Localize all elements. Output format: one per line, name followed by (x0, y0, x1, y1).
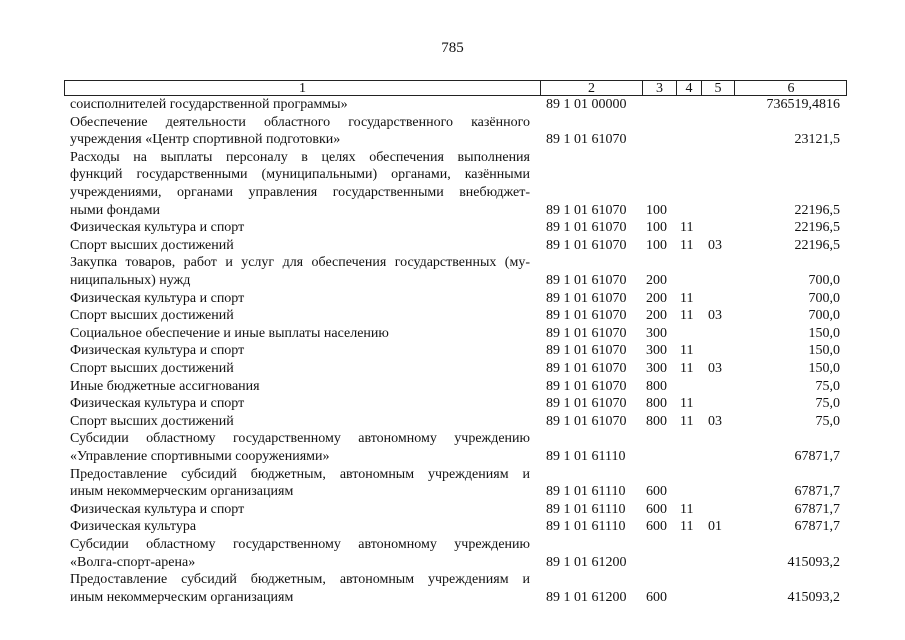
table-row (0, 430, 905, 447)
amount-cell: 150,0 (808, 343, 840, 359)
section-code: 11 (680, 343, 694, 359)
expense-type-code: 200 (646, 273, 667, 288)
table-row (0, 589, 905, 606)
expense-type-code: 300 (646, 325, 667, 341)
expense-type-code: 600 (646, 501, 667, 517)
table-row (0, 378, 905, 395)
target-article-code: 89 1 01 61070 (546, 290, 627, 306)
section-code: 11 (680, 396, 694, 412)
column-header-2: 2 (588, 81, 595, 96)
expense-type-code: 800 (646, 413, 667, 429)
amount-cell: 700,0 (808, 308, 840, 324)
table-row (0, 536, 905, 553)
table-row (0, 219, 905, 236)
row-description: Закупка товаров, работ и услуг для обеспечения государственных (му- (70, 255, 530, 271)
row-description: Физическая культура (70, 519, 197, 535)
table-row (0, 272, 905, 289)
amount-cell: 22196,5 (794, 237, 840, 253)
target-article-code: 89 1 01 61070 (546, 343, 627, 359)
amount-cell: 67871,7 (794, 449, 840, 464)
section-code: 11 (680, 220, 694, 236)
row-description: Субсидии областному государственному автономному учреждению (70, 537, 530, 552)
amount-cell: 67871,7 (794, 501, 840, 517)
table-row (0, 184, 905, 201)
column-header-5: 5 (714, 81, 722, 96)
amount-cell: 75,0 (815, 413, 840, 429)
table-row (0, 554, 905, 571)
row-description: Физическая культура и спорт (70, 290, 245, 306)
section-code: 11 (680, 361, 694, 376)
target-article-code: 89 1 01 61070 (546, 202, 627, 218)
amount-cell: 700,0 (808, 290, 840, 306)
target-article-code: 89 1 01 61110 (546, 501, 626, 517)
column-header-3: 3 (656, 81, 663, 96)
page-number: 785 (441, 40, 464, 56)
row-description: Социальное обеспечение и иные выплаты населению (70, 325, 389, 341)
table-row (0, 237, 905, 254)
row-description: учреждениями, органами управления государственными внебюджет- (70, 185, 530, 200)
table-row (0, 518, 905, 535)
amount-cell: 150,0 (808, 325, 840, 341)
row-description: Субсидии областному государственному автономному учреждению (70, 431, 530, 447)
amount-cell: 22196,5 (794, 220, 840, 236)
target-article-code: 89 1 01 61070 (546, 132, 627, 148)
row-description: «Управление спортивными сооружениями» (70, 449, 330, 464)
amount-cell: 23121,5 (794, 132, 840, 148)
target-article-code: 89 1 01 61200 (546, 554, 627, 570)
section-code: 11 (680, 308, 694, 324)
section-code: 11 (680, 290, 694, 306)
row-description: Спорт высших достижений (70, 237, 234, 253)
table-header (64, 80, 847, 96)
section-code: 11 (680, 501, 694, 517)
amount-cell: 736519,4816 (766, 97, 840, 112)
target-article-code: 89 1 01 61070 (546, 273, 627, 288)
amount-cell: 700,0 (808, 273, 840, 288)
table-row (0, 483, 905, 500)
table-row (0, 307, 905, 324)
subsection-code: 03 (708, 413, 722, 429)
target-article-code: 89 1 01 61200 (546, 589, 627, 605)
row-description: ниципальных) нужд (70, 273, 191, 288)
target-article-code: 89 1 01 00000 (546, 97, 627, 112)
amount-cell: 67871,7 (794, 519, 840, 535)
target-article-code: 89 1 01 61070 (546, 378, 627, 394)
target-article-code: 89 1 01 61110 (546, 519, 626, 535)
row-description: Иные бюджетные ассигнования (70, 378, 260, 394)
expense-type-code: 600 (646, 589, 667, 605)
expense-type-code: 100 (646, 202, 667, 218)
row-description: Предоставление субсидий бюджетным, автономным учреждениям и (70, 572, 530, 588)
row-description: учреждения «Центр спортивной подготовки» (70, 132, 341, 148)
section-code: 11 (680, 519, 694, 535)
subsection-code: 03 (708, 237, 722, 253)
expense-type-code: 100 (646, 220, 667, 236)
subsection-code: 03 (708, 308, 722, 324)
table-row (0, 114, 905, 131)
expense-type-code: 200 (646, 308, 667, 324)
expense-type-code: 800 (646, 396, 667, 412)
table-row (0, 96, 905, 113)
row-description: функций государственными (муниципальными) органами, казёнными (70, 167, 530, 183)
target-article-code: 89 1 01 61070 (546, 308, 627, 324)
subsection-code: 03 (708, 361, 722, 376)
table-row (0, 166, 905, 183)
table-row (0, 501, 905, 518)
row-description: Предоставление субсидий бюджетным, автономным учреждениям и (70, 466, 530, 482)
expense-type-code: 300 (646, 343, 667, 359)
section-code: 11 (680, 237, 694, 253)
row-description: Физическая культура и спорт (70, 343, 245, 359)
table-row (0, 131, 905, 148)
table-row (0, 254, 905, 271)
table-row (0, 149, 905, 166)
column-header-4: 4 (685, 81, 693, 96)
table-row (0, 413, 905, 430)
target-article-code: 89 1 01 61070 (546, 325, 627, 341)
row-description: соисполнителей государственной программы» (70, 97, 348, 112)
target-article-code: 89 1 01 61070 (546, 361, 627, 376)
row-description: иным некоммерческим организациям (70, 589, 294, 605)
column-header-6: 6 (787, 81, 795, 96)
expense-type-code: 300 (646, 361, 667, 376)
amount-cell: 150,0 (808, 361, 840, 376)
row-description: Физическая культура и спорт (70, 396, 245, 412)
amount-cell: 415093,2 (787, 589, 840, 605)
section-code: 11 (680, 413, 694, 429)
target-article-code: 89 1 01 61110 (546, 449, 626, 464)
expense-type-code: 800 (646, 378, 667, 394)
row-description: «Волга-спорт-арена» (70, 554, 196, 570)
table-row (0, 360, 905, 377)
row-description: иным некоммерческим организациям (70, 484, 294, 500)
table-row (0, 466, 905, 483)
expense-type-code: 600 (646, 519, 667, 535)
expense-type-code: 100 (646, 237, 667, 253)
table-row (0, 395, 905, 412)
target-article-code: 89 1 01 61070 (546, 237, 627, 253)
amount-cell: 22196,5 (794, 202, 840, 218)
table-row (0, 290, 905, 307)
row-description: Обеспечение деятельности областного государственного казённого (70, 114, 530, 130)
row-description: Расходы на выплаты персоналу в целях обеспечения выполнения (70, 149, 530, 165)
amount-cell: 75,0 (815, 378, 840, 394)
row-description: Физическая культура и спорт (70, 501, 245, 517)
amount-cell: 75,0 (815, 396, 840, 412)
expense-type-code: 200 (646, 290, 667, 306)
target-article-code: 89 1 01 61070 (546, 396, 627, 412)
row-description: ными фондами (70, 202, 161, 218)
row-description: Физическая культура и спорт (70, 220, 245, 236)
target-article-code: 89 1 01 61070 (546, 220, 627, 236)
table-row (0, 202, 905, 219)
subsection-code: 01 (708, 519, 722, 535)
amount-cell: 67871,7 (794, 484, 840, 500)
table-row (0, 571, 905, 588)
row-description: Спорт высших достижений (70, 361, 234, 376)
column-header-1: 1 (299, 81, 306, 96)
expense-type-code: 600 (646, 484, 667, 500)
row-description: Спорт высших достижений (70, 308, 234, 324)
table-row (0, 342, 905, 359)
row-description: Спорт высших достижений (70, 413, 234, 429)
table-row (0, 448, 905, 465)
table-row (0, 325, 905, 342)
amount-cell: 415093,2 (787, 554, 840, 570)
target-article-code: 89 1 01 61110 (546, 484, 626, 500)
target-article-code: 89 1 01 61070 (546, 413, 627, 429)
